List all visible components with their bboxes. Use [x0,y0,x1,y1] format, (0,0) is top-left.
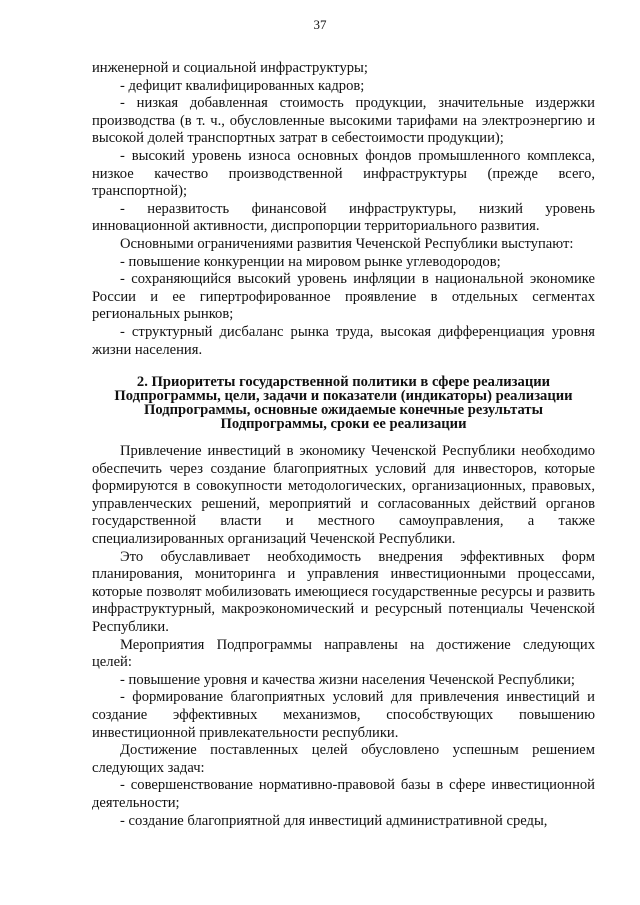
list-item: - повышение конкуренции на мировом рынке углеводородов; [120,253,501,270]
list-item: - неразвитость финансовой инфраструктуры, низкий уровень инновационной активности, диспропорции территориального развития. [92,200,595,235]
section-heading [92,375,595,431]
page-number: 37 [313,17,327,32]
paragraph: Мероприятия Подпрограммы направлены на достижение следующих целей: [92,636,595,671]
paragraph: инженерной и социальной инфраструктуры; [92,60,368,76]
section-heading-line: Подпрограммы, сроки ее реализации [220,416,467,433]
list-item: - совершенствование нормативно-правовой базы в сфере инвестиционной деятельности; [92,777,595,811]
paragraph: Достижение поставленных целей обусловлено успешным решением следующих задач: [92,742,595,776]
list-item: - структурный дисбаланс рынка труда, высокая дифференциация уровня жизни населения. [92,323,595,358]
document-body [92,60,595,830]
paragraph: Основными ограничениями развития Чеченской Республики выступают: [120,235,574,252]
section-heading-line: Подпрограммы, цели, задачи и показатели (индикаторы) реализации [114,388,573,405]
section-heading-line: Подпрограммы, основные ожидаемые конечные результаты [144,402,543,419]
list-item: - низкая добавленная стоимость продукции, значительные издержки производства (в т. ч., обусловленные высокими тарифами на электроэнергию и высокой долей транспортных затрат в себестоимости продукции); [92,95,595,147]
list-item: - повышение уровня и качества жизни населения Чеченской Республики; [120,671,575,688]
paragraph: Это обуславливает необходимость внедрения эффективных форм планирования, мониторинга и управления инвестиционными процессами, которые позволят мобилизовать имеющиеся государственные ресурсы и развить инфраструктурный, макроэкономический и ресурсный потенциалы Чеченской Республики. [92,548,595,636]
list-item: - высокий уровень износа основных фондов промышленного комплекса, низкое качество производственной инфраструктуры (прежде всего, транспортной); [92,147,595,200]
section-heading-line: 2. Приоритеты государственной политики в сфере реализации [136,374,551,391]
paragraph: Привлечение инвестиций в экономику Чеченской Республики необходимо обеспечить через создание благоприятных условий для инвесторов, которые формируются в совокупности методологических, организационных, правовых, управленческих решений, мероприятий и согласованных действий органов государственной власти и местного самоуправления, а также специализированных организаций Чеченской Республики. [92,443,595,548]
list-item: - сохраняющийся высокий уровень инфляции в национальной экономике России и ее гипертрофированное проявление в отдельных сегментах региональных рынков; [92,271,595,323]
list-item: - создание благоприятной для инвестиций административной среды, [120,812,548,829]
list-item: - формирование благоприятных условий для привлечения инвестиций и создание эффективных механизмов, способствующих повышению инвестиционной привлекательности республики. [92,689,595,741]
list-item: - дефицит квалифицированных кадров; [120,77,365,94]
